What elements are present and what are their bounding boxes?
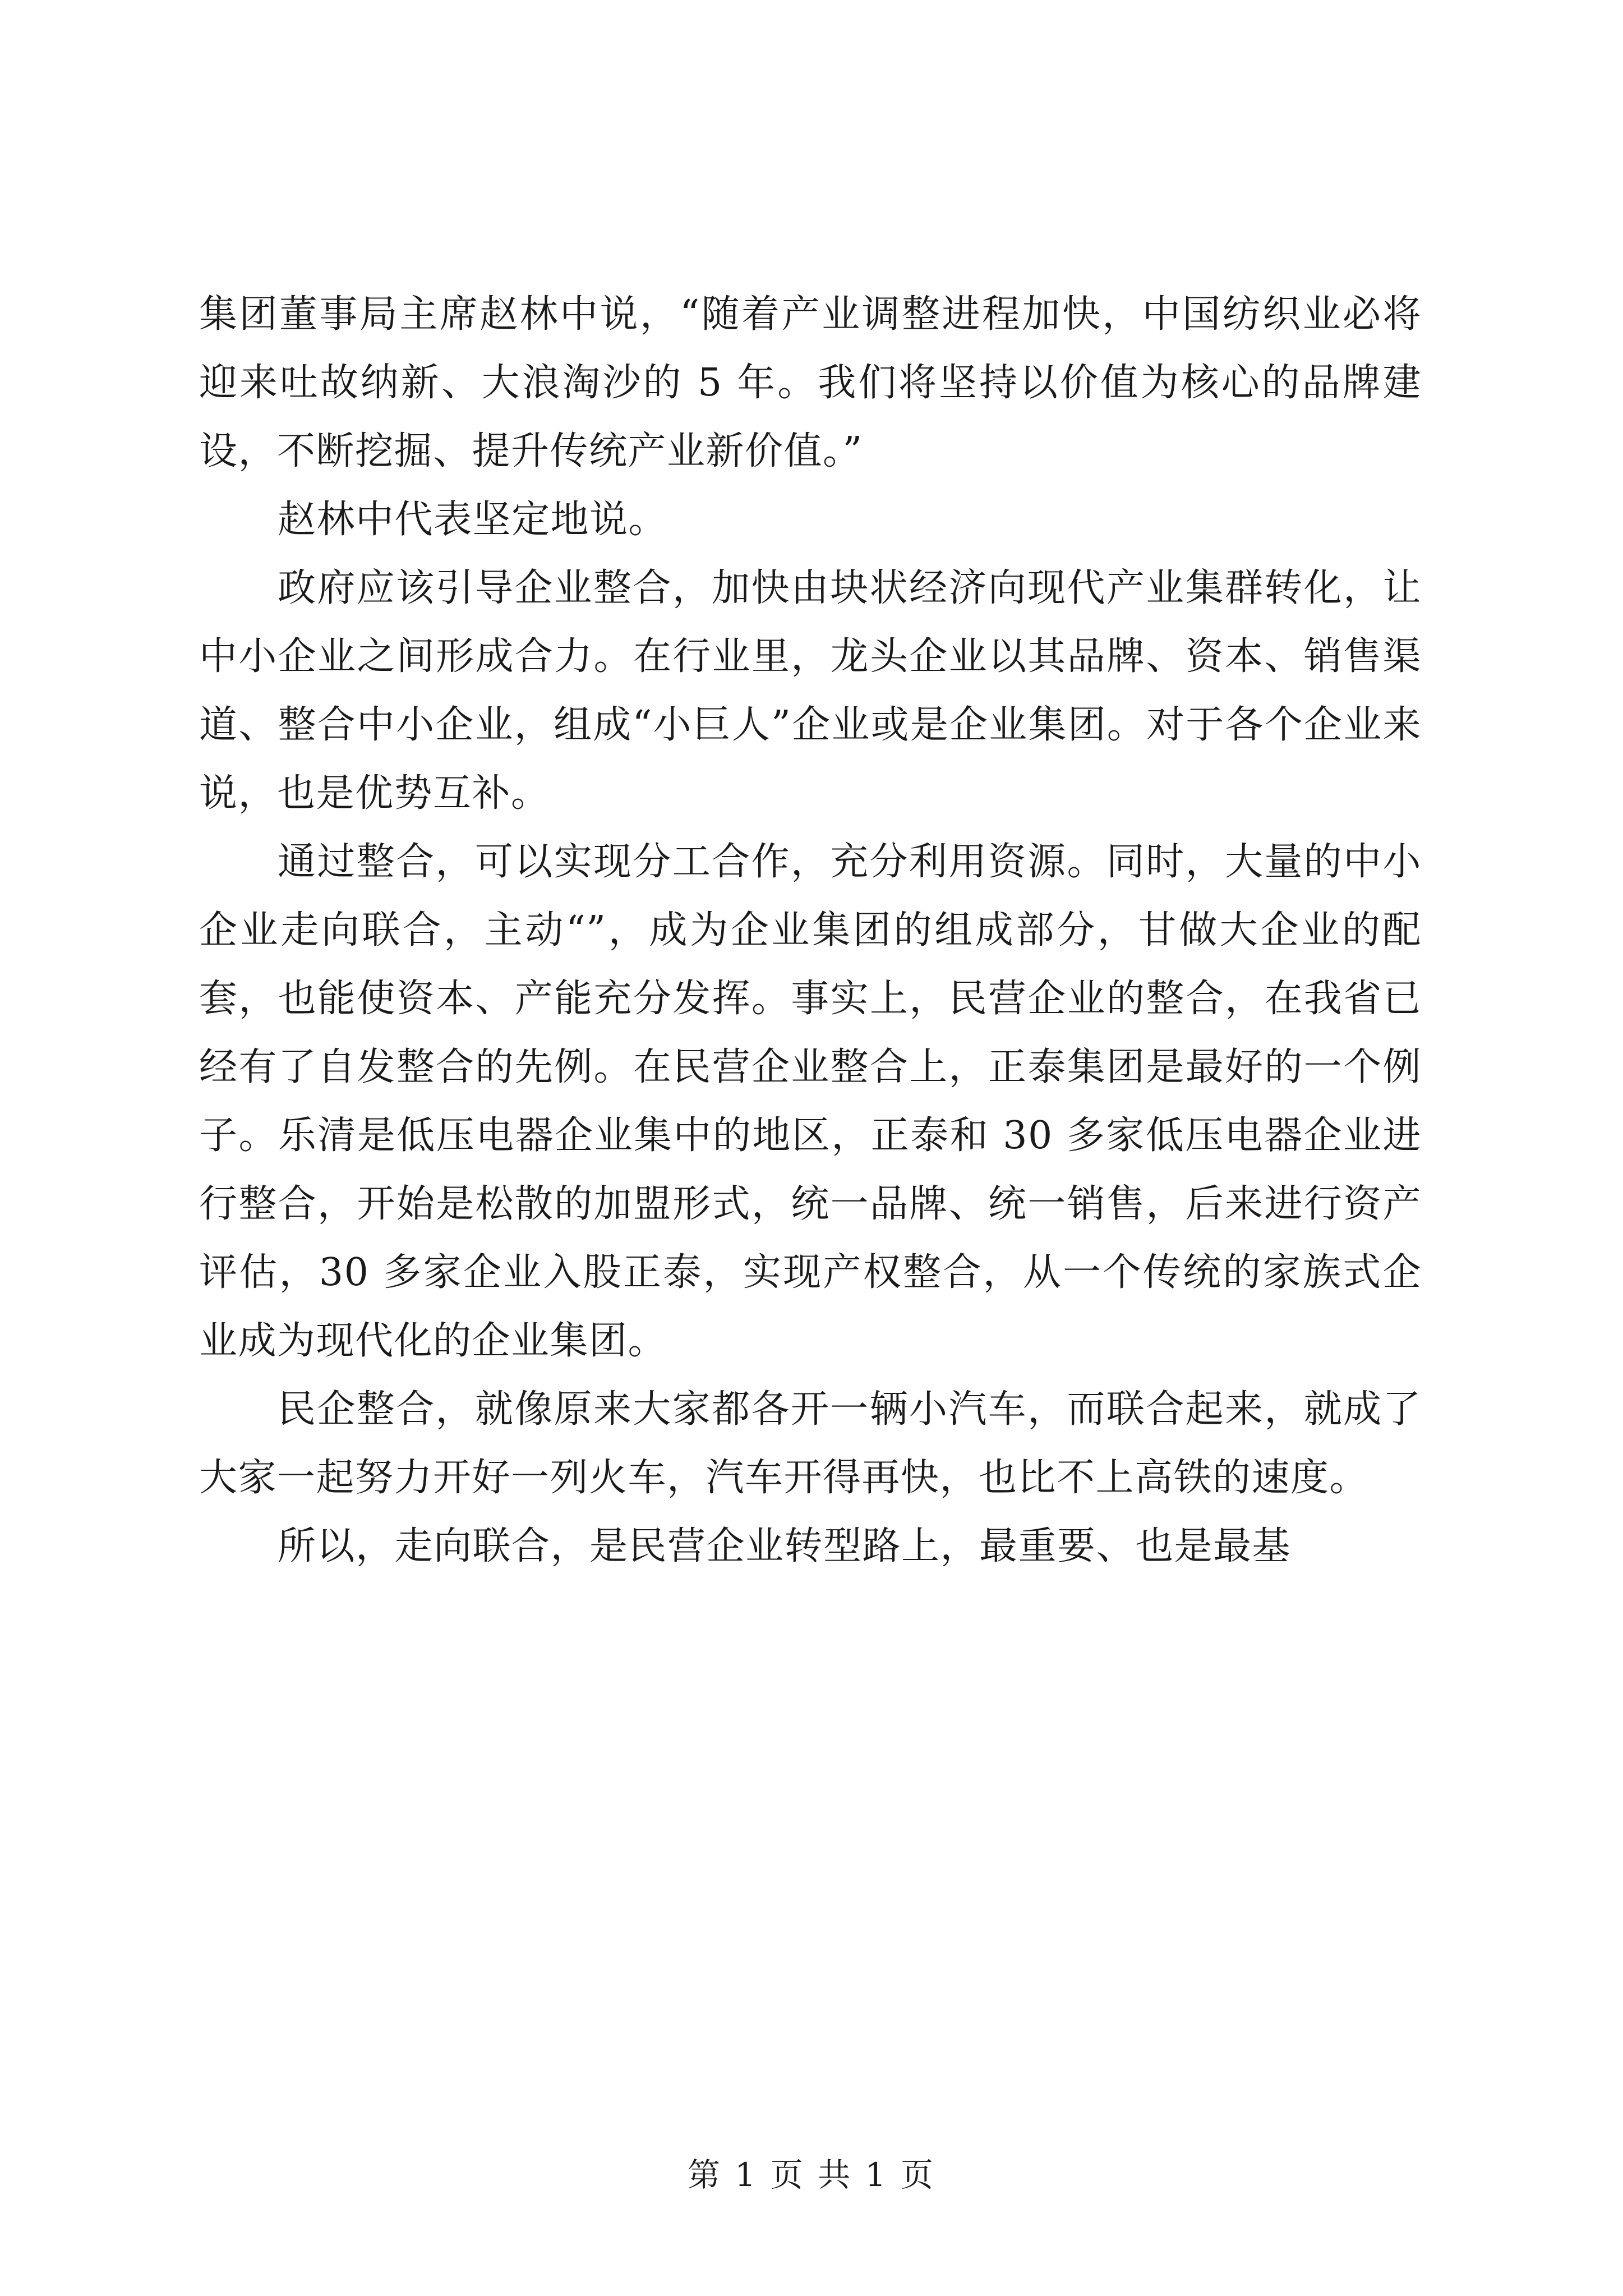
- paragraph: 政府应该引导企业整合，加快由块状经济向现代产业集群转化，让中小企业之间形成合力。在行业里，龙头企业以其品牌、资本、销售渠道、整合中小企业，组成“小巨人”企业或是企业集团。对于各个企业来说，也是优势互补。: [199, 566, 1422, 816]
- paragraph: 通过整合，可以实现分工合作，充分利用资源。同时，大量的中小企业走向联合，主动“”，成为企业集团的组成部分，甘做大企业的配套，也能使资本、产能充分发挥。事实上，民营企业的整合，在我省已经有了自发整合的先例。在民营企业整合上，正泰集团是最好的一个例子。乐清是低压电器企业集中的地区，正泰和 30 多家低压电器企业进行整合，开始是松散的加盟形式，统一品牌、统一销售，后来进行资产评估，30 多家企业入股正泰，实现产权整合，从一个传统的家族式企业成为现代化的企业集团。: [199, 840, 1422, 1363]
- document-body: [199, 280, 1422, 1581]
- page-footer: 第 1 页 共 1 页: [688, 2156, 935, 2194]
- paragraph: 集团董事局主席赵林中说，“随着产业调整进程加快，中国纺织业必将迎来吐故纳新、大浪淘沙的 5 年。我们将坚持以价值为核心的品牌建设，不断挖掘、提升传统产业新价值。”: [199, 292, 1422, 473]
- paragraph: 所以，走向联合，是民营企业转型路上，最重要、也是最基: [278, 1524, 1292, 1568]
- paragraph: 赵林中代表坚定地说。: [278, 498, 668, 542]
- paragraph: 民企整合，就像原来大家都各开一辆小汽车，而联合起来，就成了大家一起努力开好一列火车，汽车开得再快，也比不上高铁的速度。: [199, 1387, 1422, 1500]
